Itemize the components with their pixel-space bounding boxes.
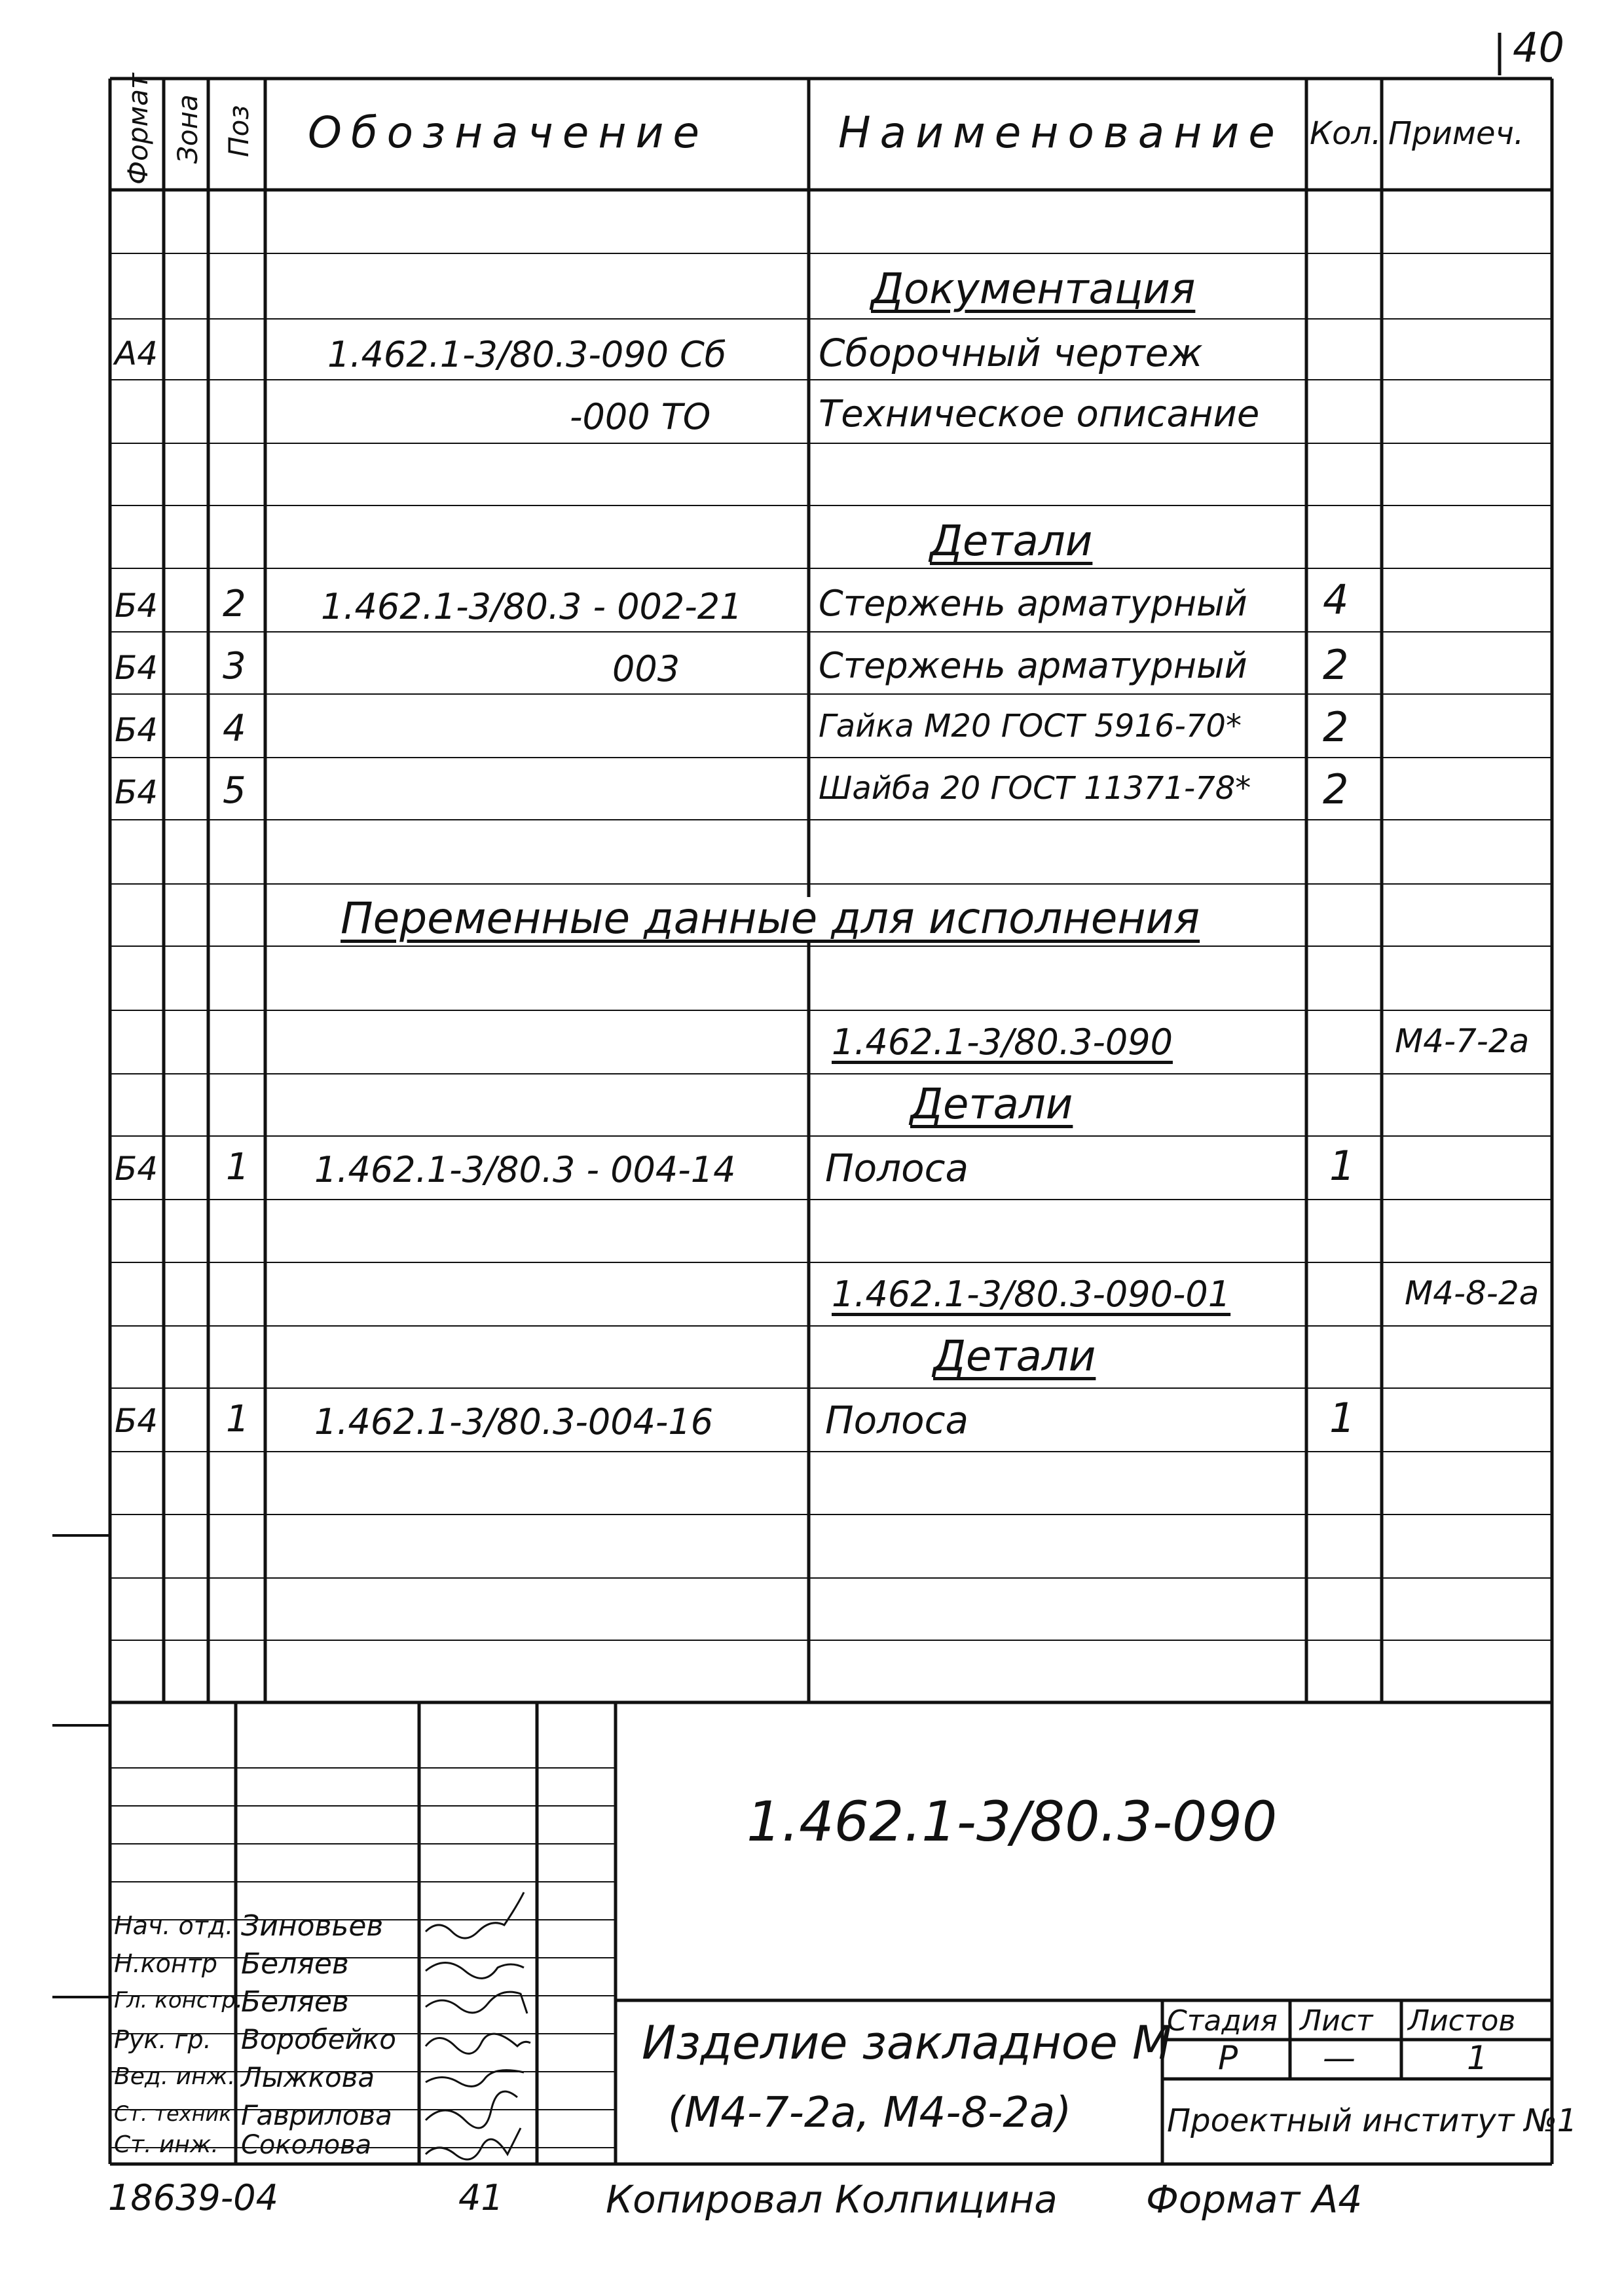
sheet-number: 40	[1513, 24, 1564, 71]
person-name: Беляев	[241, 1947, 349, 1981]
row-format: Б4	[115, 773, 158, 811]
sheets-value: 1	[1467, 2039, 1488, 2077]
row-pos: 2	[223, 583, 246, 625]
stage-label: Стадия	[1167, 2004, 1278, 2038]
header-format: Формат	[122, 73, 154, 185]
person-name: Лыжкова	[241, 2061, 375, 2093]
organization: Проектный институт №1	[1167, 2102, 1578, 2139]
header-name: Наименование	[838, 107, 1284, 158]
row-qty: 2	[1323, 641, 1349, 689]
role-label: Рук. гр.	[114, 2025, 212, 2054]
variant-note: М4-7-2а	[1395, 1022, 1530, 1060]
doc-subtitle: (М4-7-2а, М4-8-2а)	[668, 2089, 1072, 2137]
header-qty: Кол.	[1310, 115, 1382, 152]
row-name: Гайка М20 ГОСТ 5916-70*	[819, 708, 1242, 744]
copied-by: Копировал Колпицина	[606, 2177, 1058, 2222]
stage-value: Р	[1218, 2039, 1238, 2077]
row-qty: 1	[1329, 1142, 1356, 1190]
role-label: Ст. инж.	[114, 2131, 219, 2158]
row-designation: 1.462.1-3/80.3 - 004-14	[314, 1149, 736, 1190]
row-name: Полоса	[825, 1398, 969, 1442]
row-designation: 1.462.1-3/80.3-090 Сб	[327, 334, 727, 375]
row-pos: 5	[223, 769, 246, 812]
row-designation: 1.462.1-3/80.3 - 002-21	[321, 586, 743, 627]
row-name: Стержень арматурный	[819, 583, 1247, 624]
row-designation: -000 ТО	[570, 396, 711, 437]
header-pos: Поз	[223, 105, 255, 157]
doc-number: 1.462.1-3/80.3-090	[747, 1790, 1278, 1854]
person-name: Соколова	[241, 2130, 372, 2160]
role-label: Гл. констр.	[114, 1987, 243, 2013]
row-qty: 4	[1323, 576, 1349, 623]
sheet-value: —	[1323, 2039, 1356, 2077]
row-pos: 1	[226, 1146, 249, 1188]
sheets-label: Листов	[1408, 2004, 1516, 2038]
row-format: Б4	[115, 1150, 158, 1188]
row-designation: 1.462.1-3/80.3-004-16	[314, 1401, 714, 1442]
variant-banner: Переменные данные для исполнения	[334, 897, 1206, 940]
person-name: Зиновьев	[241, 1909, 384, 1943]
section-details: Детали	[933, 1332, 1096, 1381]
row-qty: 2	[1323, 765, 1349, 813]
section-documentation: Документация	[871, 265, 1196, 314]
variant-designation: 1.462.1-3/80.3-090-01	[832, 1274, 1231, 1315]
row-qty: 2	[1323, 703, 1349, 751]
row-qty: 1	[1329, 1394, 1356, 1442]
role-label: Ст. техник	[114, 2101, 232, 2126]
inventory-number: 18639-04	[108, 2177, 278, 2218]
page-number: 41	[458, 2177, 504, 2218]
row-format: Б4	[115, 711, 158, 749]
row-pos: 3	[223, 645, 246, 688]
doc-title: Изделие закладное М	[642, 2016, 1172, 2070]
row-pos: 1	[226, 1398, 249, 1441]
row-pos: 4	[223, 707, 246, 750]
variant-designation: 1.462.1-3/80.3-090	[832, 1021, 1173, 1063]
header-note: Примеч.	[1388, 115, 1524, 152]
format-label: Формат А4	[1146, 2177, 1363, 2222]
row-format: A4	[115, 335, 158, 373]
row-designation: 003	[612, 648, 680, 689]
row-name: Полоса	[825, 1146, 969, 1190]
person-name: Воробейко	[241, 2023, 396, 2055]
role-label: Вед. инж.	[114, 2063, 236, 2090]
section-details: Детали	[910, 1080, 1073, 1129]
row-format: Б4	[115, 587, 158, 625]
header-zone: Зона	[172, 94, 204, 164]
row-name: Шайба 20 ГОСТ 11371-78*	[819, 770, 1251, 807]
sheet-label: Лист	[1300, 2004, 1373, 2038]
role-label: Н.контр	[114, 1949, 217, 1978]
variant-note: М4-8-2а	[1405, 1274, 1540, 1312]
section-details: Детали	[930, 517, 1093, 566]
row-format: Б4	[115, 649, 158, 687]
person-name: Беляев	[241, 1985, 349, 2019]
row-name: Стержень арматурный	[819, 645, 1247, 686]
role-label: Нач. отд.	[114, 1911, 234, 1940]
row-name: Техническое описание	[819, 393, 1260, 435]
row-name: Сборочный чертеж	[819, 331, 1203, 375]
header-designation: Обозначение	[308, 107, 709, 158]
person-name: Гаврилова	[241, 2099, 392, 2131]
row-format: Б4	[115, 1402, 158, 1440]
